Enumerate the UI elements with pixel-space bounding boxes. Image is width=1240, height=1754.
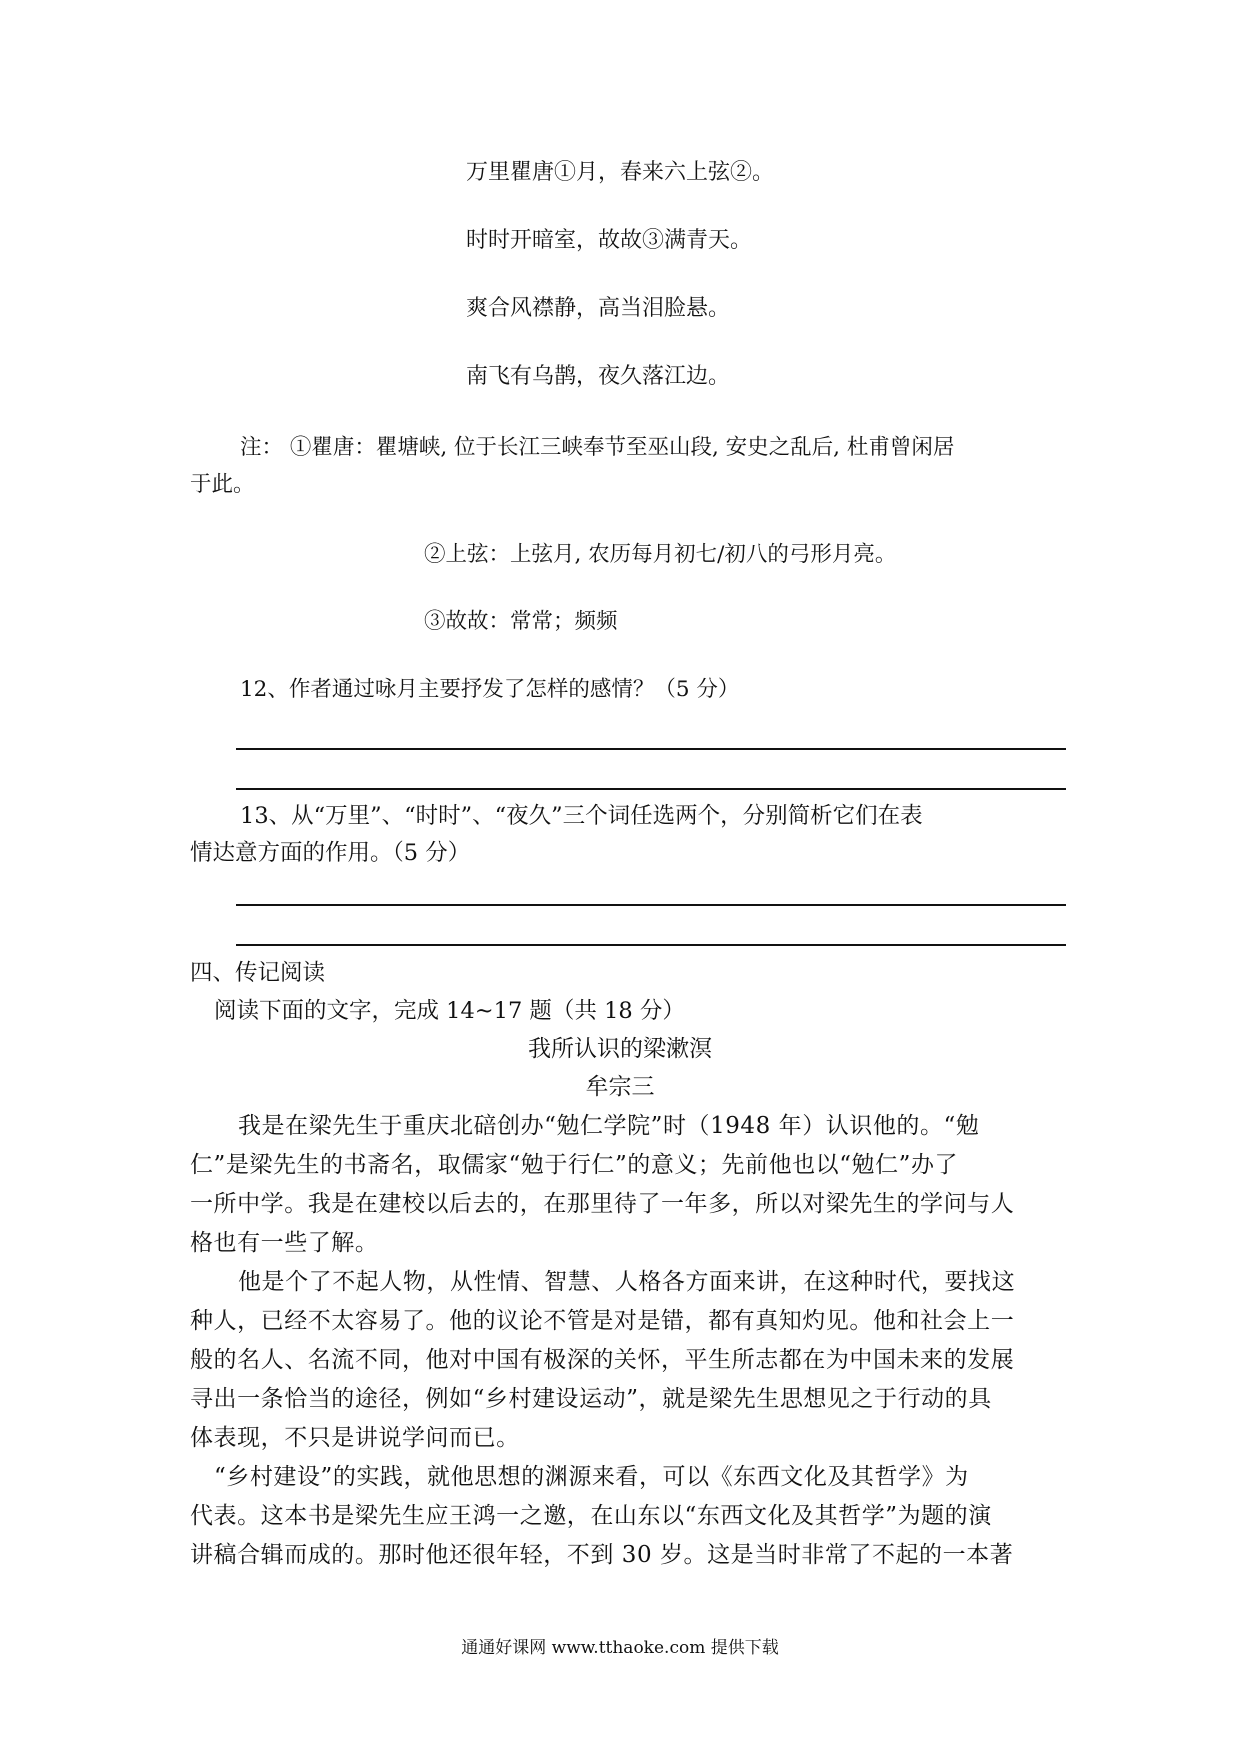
passage-line: 体表现，不只是讲说学问而已。 — [190, 1425, 520, 1451]
question-13-line-2: 情达意方面的作用。（5 分） — [190, 840, 471, 866]
section-instruction: 阅读下面的文字，完成 14~17 题（共 18 分） — [214, 998, 685, 1024]
passage-line: 代表。这本书是梁先生应王鸿一之邀，在山东以“东西文化及其哲学”为题的演 — [190, 1503, 992, 1529]
passage-line: 一所中学。我是在建校以后去的，在那里待了一年多，所以对梁先生的学问与人 — [190, 1191, 1015, 1217]
section-heading: 四、传记阅读 — [190, 960, 326, 986]
note-2: ②上弦：上弦月, 农历每月初七/初八的弓形月亮。 — [424, 542, 897, 567]
answer-line[interactable] — [236, 944, 1066, 946]
passage-line: 种人，已经不太容易了。他的议论不管是对是错，都有真知灼见。他和社会上一 — [190, 1308, 1015, 1334]
poem-line-3: 爽合风襟静，高当泪脸悬。 — [466, 296, 731, 321]
passage-line: 格也有一些了解。 — [190, 1230, 379, 1256]
passage-line: 讲稿合辑而成的。那时他还很年轻，不到 30 岁。这是当时非常了不起的一本著 — [190, 1542, 1014, 1568]
question-12: 12、作者通过咏月主要抒发了怎样的感情？（5 分） — [240, 677, 740, 702]
poem-line-1: 万里瞿唐①月，春来六上弦②。 — [466, 160, 775, 185]
answer-line[interactable] — [236, 904, 1066, 906]
question-13-line-1: 13、从“万里”、“时时”、“夜久”三个词任选两个，分别简析它们在表 — [240, 803, 923, 829]
note-1: 注： ①瞿唐：瞿塘峡, 位于长江三峡奉节至巫山段, 安史之乱后, 杜甫曾闲居 — [240, 435, 955, 460]
poem-line-2: 时时开暗室，故故③满青天。 — [466, 228, 753, 253]
answer-line[interactable] — [236, 748, 1066, 750]
passage-line: “乡村建设”的实践，就他思想的渊源来看，可以《东西文化及其哲学》为 — [214, 1464, 969, 1490]
passage-line: 我是在梁先生于重庆北碚创办“勉仁学院”时（1948 年）认识他的。“勉 — [238, 1113, 980, 1139]
article-title: 我所认识的梁漱溟 — [528, 1036, 712, 1062]
passage-line: 他是个了不起人物，从性情、智慧、人格各方面来讲，在这种时代，要找这 — [238, 1269, 1016, 1295]
passage-line: 般的名人、名流不同，他对中国有极深的关怀，平生所志都在为中国未来的发展 — [190, 1347, 1015, 1373]
poem-line-4: 南飞有乌鹊，夜久落江边。 — [466, 364, 731, 389]
note-1-continued: 于此。 — [190, 472, 255, 497]
passage-line: 仁”是梁先生的书斋名，取儒家“勉于行仁”的意义；先前他也以“勉仁”办了 — [190, 1152, 959, 1178]
article-author: 牟宗三 — [585, 1074, 655, 1100]
answer-line[interactable] — [236, 788, 1066, 790]
passage-line: 寻出一条恰当的途径，例如“乡村建设运动”，就是梁先生思想见之于行动的具 — [190, 1386, 992, 1412]
footer-text: 通通好课网 www.tthaoke.com 提供下载 — [461, 1638, 779, 1658]
note-3: ③故故：常常；频频 — [424, 609, 618, 634]
